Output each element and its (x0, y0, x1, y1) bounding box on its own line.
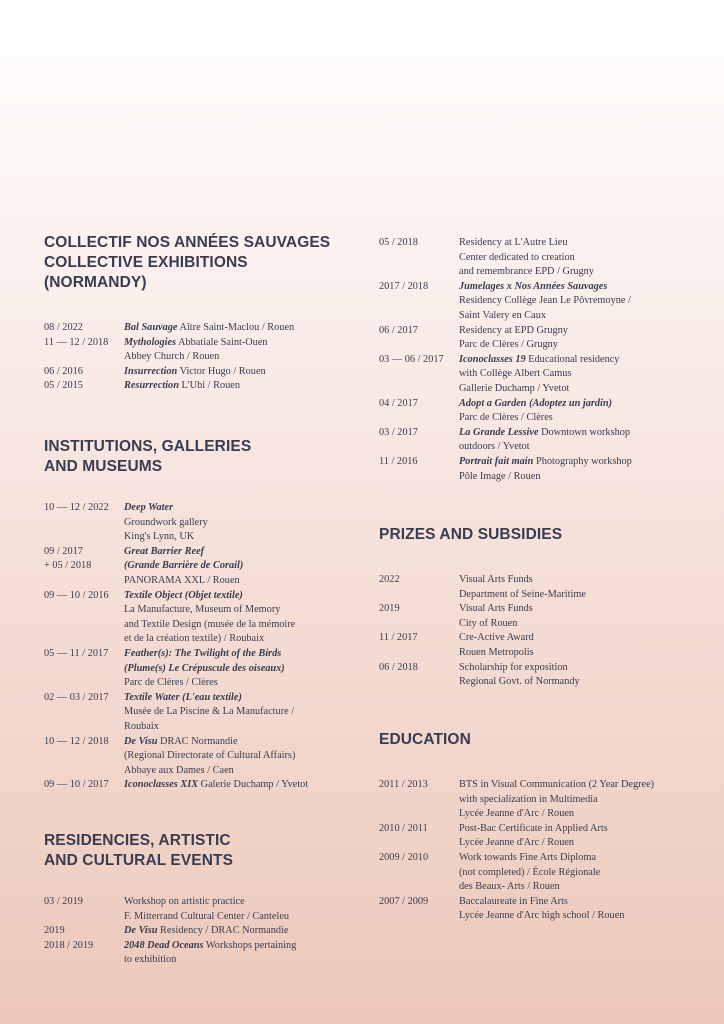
entry-line (459, 675, 699, 690)
section-residencies-continued (379, 236, 699, 484)
section-title-line: EDUCATION (379, 731, 471, 748)
section-title-line: COLLECTIVE EXHIBITIONS (44, 254, 248, 271)
entry-description (124, 691, 344, 735)
entry-date: 06 / 2018 (379, 661, 418, 673)
entry-date: 08 / 2022 (44, 322, 83, 333)
entry-text: King's Lynn, UK (124, 531, 195, 543)
entry-date: 05 / 2018 (379, 237, 418, 248)
list-item (379, 661, 699, 690)
entry-description (124, 336, 344, 365)
section-residencies (44, 831, 344, 968)
entry-description (459, 236, 699, 280)
entry-text: Musée de La Piscine & La Manufacture / (124, 706, 295, 718)
entry-text: Educational residency (525, 353, 620, 365)
entry-line (459, 909, 699, 924)
list-item (44, 939, 344, 968)
list-item (379, 236, 699, 280)
entry-date: 11 — 12 / 2018 (44, 336, 109, 348)
list-item (379, 851, 699, 895)
entry-line (459, 338, 699, 353)
section-title-line: INSTITUTIONS, GALLERIES (44, 438, 252, 455)
entry-text: Baccalaureate in Fine Arts (459, 895, 568, 907)
list-item (44, 321, 344, 336)
entry-line (124, 691, 344, 706)
entry-line (124, 735, 344, 750)
entry-description (459, 661, 699, 690)
entry-line (124, 321, 344, 336)
entry-date: 09 — 10 / 2017 (44, 779, 109, 791)
section-title-line: RESIDENCIES, ARTISTIC (44, 832, 231, 849)
list-item (44, 365, 344, 380)
entry-text: Gallerie Duchamp / Yvetot (459, 382, 570, 394)
entry-text: / DRAC Normandie (202, 925, 289, 937)
entry-text: and Textile Design (musée de la mémoire (124, 618, 296, 630)
list-item (44, 647, 344, 691)
entry-line (459, 426, 699, 441)
entry-description (124, 939, 344, 968)
entry-highlight: Workshop on artistic practice (124, 896, 245, 907)
entry-description (459, 397, 699, 426)
list-item (379, 426, 699, 455)
entry-text: Abbey Church / Rouen (124, 351, 220, 363)
entry-line (459, 397, 699, 412)
entry-description (124, 924, 344, 939)
section-title (44, 233, 344, 293)
list-item (44, 336, 344, 365)
entry-text: Lycée Jeanne d'Arc / Rouen (459, 837, 575, 849)
entry-line (459, 793, 699, 808)
entry-highlight: Feather(s): The Twilight of the Birds (124, 647, 282, 659)
entry-highlight: Iconoclasses 19 (459, 353, 526, 365)
entry-date: 03 — 06 / 2017 (379, 353, 444, 365)
section-title (379, 730, 699, 750)
section-collectif (44, 233, 344, 394)
section-education (379, 730, 699, 924)
entry-line (124, 924, 344, 939)
entry-list (44, 501, 344, 793)
entry-line (459, 455, 699, 470)
entry-line (124, 350, 344, 365)
entry-description (459, 851, 699, 895)
entry-line (459, 251, 699, 266)
entry-highlight: Residency (459, 295, 502, 307)
list-item (379, 324, 699, 353)
entry-text: Roubaix (124, 720, 159, 732)
entry-date: 03 / 2019 (44, 896, 83, 907)
list-item (44, 735, 344, 779)
entry-description (124, 735, 344, 779)
entry-date: 04 / 2017 (379, 397, 418, 409)
entry-text: Department of Seine-Maritime (459, 588, 586, 600)
list-item (44, 501, 344, 545)
entry-text: Center dedicated to creation (459, 251, 575, 263)
entry-highlight: Visual Arts Funds (459, 574, 533, 585)
section-title (44, 831, 344, 871)
entry-highlight: Jumelages x Nos Années Sauvages (459, 280, 608, 292)
entry-line (459, 573, 699, 588)
entry-line (459, 382, 699, 397)
list-item (379, 397, 699, 426)
entry-date: 10 — 12 / 2022 (44, 502, 109, 513)
entry-description (124, 589, 344, 647)
entry-line (459, 631, 699, 646)
entry-date: 2009 / 2010 (379, 851, 429, 863)
list-item (44, 924, 344, 939)
entry-highlight: La Grande Lessive (459, 426, 539, 438)
entry-date: 2022 (379, 574, 400, 585)
entry-line (124, 365, 344, 380)
list-item (379, 353, 699, 397)
entry-text: Abbatiale Saint-Ouen (176, 336, 268, 348)
entry-date: 2010 / 2011 (379, 822, 428, 834)
entry-highlight: (Plume(s) Le Crépuscule des oiseaux) (124, 662, 285, 674)
entry-text: Post-Bac Certificate in Applied Arts (459, 822, 608, 834)
entry-text: Lycée Jeanne d'Arc high school / Rouen (459, 910, 625, 922)
entry-text: DRAC Normandie (157, 735, 238, 747)
entry-highlight: (Grande Barrière de Corail) (124, 560, 244, 572)
entry-list (379, 778, 699, 924)
entry-description (459, 353, 699, 397)
entry-line (124, 778, 344, 793)
section-title-line: AND CULTURAL EVENTS (44, 852, 234, 869)
entry-date: 2007 / 2009 (379, 895, 429, 907)
entry-description (124, 379, 344, 394)
entry-date: 06 / 2016 (44, 365, 83, 377)
entry-highlight: Bal Sauvage (124, 322, 178, 333)
entry-highlight: Portrait fait main (459, 455, 534, 467)
entry-text: L'Ubi / Rouen (178, 380, 240, 392)
entry-text: with Collège Albert Camus (459, 368, 572, 380)
entry-line (459, 778, 699, 793)
entry-line (459, 646, 699, 661)
entry-highlight: 2048 Dead Oceans (124, 939, 204, 951)
entry-highlight: Mythologies (124, 336, 177, 348)
entry-description (459, 573, 699, 602)
entry-text: Galerie Duchamp / Yvetot (198, 779, 309, 791)
entry-line (459, 236, 699, 251)
entry-line (124, 632, 344, 647)
entry-text: Lycée Jeanne d'Arc / Rouen (459, 808, 575, 820)
entry-text: PANORAMA XXL / Rouen (124, 574, 240, 586)
entry-line (124, 662, 344, 677)
entry-list (379, 236, 699, 484)
entry-text: with specialization in Multimedia (459, 793, 598, 805)
entry-highlight: Deep Water (124, 502, 174, 513)
entry-date: 05 — 11 / 2017 (44, 647, 109, 659)
entry-line (459, 309, 699, 324)
entry-line (459, 807, 699, 822)
list-item (379, 895, 699, 924)
entry-description (124, 365, 344, 380)
entry-text: Groundwork gallery (124, 516, 208, 528)
entry-description (459, 778, 699, 822)
entry-text: and remembrance EPD / Grugny (459, 266, 594, 278)
entry-description (459, 602, 699, 631)
entry-line (459, 588, 699, 603)
entry-text: Parc de Clères / Clères (459, 412, 553, 424)
entry-text: des Beaux- Arts / Rouen (459, 881, 560, 893)
section-title-line: PRIZES AND SUBSIDIES (379, 526, 563, 543)
entry-line (124, 618, 344, 633)
entry-highlight: Textile Object (Objet textile) (124, 589, 243, 601)
entry-line (124, 545, 344, 560)
entry-highlight: Residency at L'Autre Lieu (459, 237, 568, 248)
entry-list (44, 895, 344, 968)
entry-highlight: Resurrection (124, 380, 179, 392)
list-item (44, 691, 344, 735)
entry-highlight: De Visu (124, 735, 158, 747)
list-item (44, 778, 344, 793)
list-item (44, 589, 344, 647)
entry-line (124, 749, 344, 764)
entry-text: to exhibition (124, 954, 177, 966)
entry-description (459, 631, 699, 660)
entry-highlight: Residency at EPD Grugny (459, 324, 568, 336)
entry-text: F. Mitterrand Cultural Center / Canteleu (124, 910, 290, 922)
entry-date: 11 / 2017 (379, 632, 418, 644)
entry-date: 06 / 2017 (379, 324, 418, 336)
list-item (379, 455, 699, 484)
entry-line (124, 516, 344, 531)
entry-line (459, 866, 699, 881)
entry-date: 2019 (44, 925, 65, 937)
entry-date: 11 / 2016 (379, 455, 418, 467)
entry-highlight: Great Barrier Reef (124, 545, 205, 557)
section-title-line: AND MUSEUMS (44, 458, 163, 475)
entry-text: (Regional Directorate of Cultural Affairs) (124, 750, 296, 762)
entry-line (459, 602, 699, 617)
entry-date: 09 / 2017 + 05 / 2018 (44, 545, 92, 572)
entry-line (124, 559, 344, 574)
list-item (379, 778, 699, 822)
entry-line (124, 589, 344, 604)
entry-text: Photography workshop (533, 455, 632, 467)
entry-line (124, 647, 344, 662)
entry-line (459, 661, 699, 676)
entry-text: Work towards Fine Arts Diploma (459, 851, 597, 863)
entry-highlight: Visual Arts Funds (459, 603, 533, 615)
entry-highlight: Residency (157, 925, 203, 937)
entry-list (44, 321, 344, 394)
entry-line (459, 440, 699, 455)
entry-line (459, 880, 699, 895)
entry-text: outdoors / Yvetot (459, 441, 530, 453)
entry-date: 05 / 2015 (44, 380, 83, 392)
entry-text: et de la création textile) / Roubaix (124, 633, 265, 645)
list-item (379, 631, 699, 660)
entry-description (124, 647, 344, 691)
list-item (379, 602, 699, 631)
entry-line (124, 336, 344, 351)
entry-highlight: Scholarship for exposition (459, 661, 568, 673)
entry-date: 2017 / 2018 (379, 280, 429, 292)
entry-text: Rouen Metropolis (459, 646, 534, 658)
entry-text: BTS in Visual Communication (2 Year Degree) (459, 779, 655, 790)
entry-list (379, 573, 699, 690)
entry-text: Parc de Clères / Clères (124, 677, 218, 689)
entry-description (124, 501, 344, 545)
section-prizes (379, 525, 699, 690)
entry-description (459, 324, 699, 353)
entry-line (124, 530, 344, 545)
entry-description (459, 895, 699, 924)
entry-date: 02 — 03 / 2017 (44, 691, 109, 703)
entry-highlight: Cre-Active Award (459, 632, 534, 644)
entry-line (124, 910, 344, 925)
entry-line (124, 895, 344, 910)
section-title (44, 437, 344, 477)
section-institutions (44, 437, 344, 793)
entry-description (124, 778, 344, 793)
entry-text: Victor Hugo / Rouen (177, 365, 266, 377)
entry-description (459, 455, 699, 484)
entry-date: 03 / 2017 (379, 426, 418, 438)
entry-description (124, 895, 344, 924)
entry-line (459, 470, 699, 485)
entry-line (124, 676, 344, 691)
entry-description (459, 822, 699, 851)
list-item (379, 822, 699, 851)
entry-text: (not completed) / École Régionale (459, 866, 601, 878)
entry-text: Abbaye aux Dames / Caen (124, 764, 234, 776)
entry-line (459, 851, 699, 866)
entry-line (124, 939, 344, 954)
list-item (44, 545, 344, 589)
entry-highlight: Adopt a Garden (Adoptez un jardin) (459, 397, 613, 409)
entry-line (459, 280, 699, 295)
entry-description (459, 426, 699, 455)
entry-date: 10 — 12 / 2018 (44, 735, 109, 747)
entry-line (459, 411, 699, 426)
entry-date: 2019 (379, 603, 400, 615)
entry-text: Workshops pertaining (203, 939, 297, 951)
entry-line (124, 764, 344, 779)
entry-description (459, 280, 699, 324)
entry-date: 2011 / 2013 (379, 779, 428, 790)
entry-line (124, 705, 344, 720)
entry-line (124, 574, 344, 589)
entry-description (124, 545, 344, 589)
entry-date: 09 — 10 / 2016 (44, 589, 109, 601)
entry-text: Parc de Clères / Grugny (459, 339, 558, 351)
entry-line (459, 617, 699, 632)
entry-line (459, 324, 699, 339)
entry-line (459, 822, 699, 837)
entry-text: Collège Jean Le Pôvremoyne / (501, 295, 631, 307)
section-title (379, 525, 699, 545)
entry-date: 2018 / 2019 (44, 939, 94, 951)
entry-line (459, 265, 699, 280)
section-title-line: (NORMANDY) (44, 274, 147, 291)
entry-line (124, 603, 344, 618)
entry-text: City of Rouen (459, 617, 518, 629)
list-item (379, 280, 699, 324)
entry-highlight: Textile Water (L'eau textile) (124, 691, 242, 703)
entry-text: La Manufacture, Museum of Memory (124, 604, 281, 616)
entry-line (124, 720, 344, 735)
entry-line (124, 953, 344, 968)
list-item (44, 895, 344, 924)
entry-line (459, 353, 699, 368)
list-item (44, 379, 344, 394)
entry-text: Downtown workshop (538, 426, 631, 438)
entry-text: Aître Saint-Maclou / Rouen (177, 322, 295, 333)
section-title-line: COLLECTIF NOS ANNÉES SAUVAGES (44, 234, 331, 251)
entry-text: Pôle Image / Rouen (459, 470, 541, 482)
entry-line (459, 294, 699, 309)
entry-text: Regional Govt. of Normandy (459, 676, 580, 688)
entry-line (459, 895, 699, 910)
entry-line (459, 836, 699, 851)
entry-text: Saint Valery en Caux (459, 309, 547, 321)
entry-description (124, 321, 344, 336)
entry-highlight: De Visu (124, 925, 158, 937)
entry-highlight: Insurrection (124, 365, 178, 377)
entry-line (124, 379, 344, 394)
entry-line (459, 367, 699, 382)
list-item (379, 573, 699, 602)
entry-line (124, 501, 344, 516)
entry-highlight: Iconoclasses XIX (124, 779, 199, 791)
